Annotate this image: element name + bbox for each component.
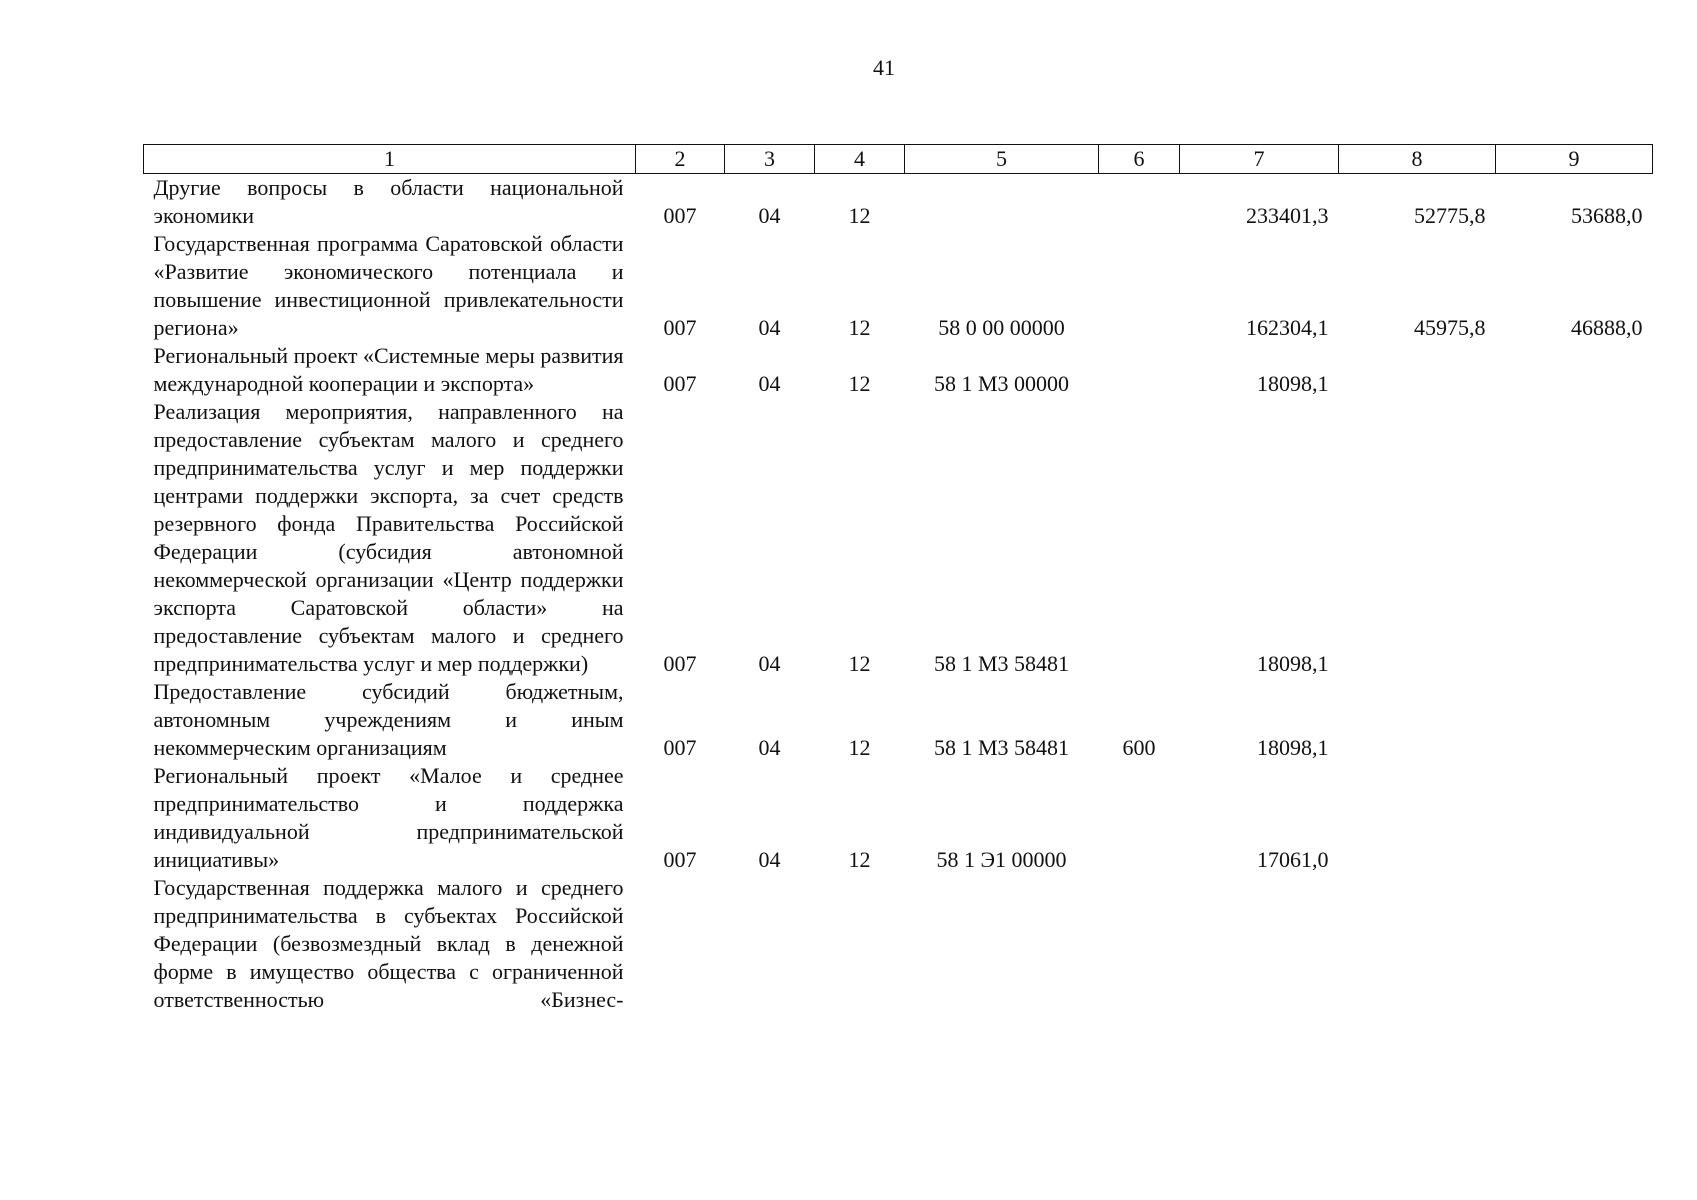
row-amount-col8: 45975,8 <box>1414 315 1486 340</box>
row-target-code <box>905 174 1099 231</box>
row-expense-type <box>1099 762 1180 874</box>
row-amount-col8 <box>1339 762 1496 874</box>
row-amount-col9 <box>1496 762 1653 874</box>
table-row <box>144 874 1653 1014</box>
row-amount-col7: 17061,0 <box>1257 847 1329 872</box>
table-row <box>144 342 1653 398</box>
page-number: 41 <box>873 55 895 80</box>
column-number-row <box>144 145 1653 174</box>
row-target-code <box>905 874 1099 1014</box>
row-subsection-code <box>815 874 905 1014</box>
row-ministry-code <box>636 874 725 1014</box>
row-section-code: 04 <box>758 651 781 676</box>
row-subsection-code: 12 <box>848 315 871 340</box>
row-target-code: 58 1 M3 58481 <box>933 735 1070 760</box>
row-amount-col9: 53688,0 <box>1571 203 1643 228</box>
row-section-code: 04 <box>758 371 781 396</box>
row-target-code: 58 1 M3 00000 <box>933 371 1070 396</box>
table-row <box>144 762 1653 874</box>
row-amount-col8: 52775,8 <box>1414 203 1486 228</box>
row-target-code: 58 1 M3 58481 <box>933 651 1070 676</box>
row-expense-type: 600 <box>1122 735 1156 760</box>
row-amount-col7: 18098,1 <box>1257 735 1329 760</box>
row-amount-col7: 162304,1 <box>1246 315 1329 340</box>
row-subsection-code: 12 <box>848 651 871 676</box>
table-row <box>144 174 1653 231</box>
row-expense-type <box>1099 874 1180 1014</box>
column-number-2: 2 <box>636 145 725 174</box>
row-section-code <box>725 874 815 1014</box>
row-amount-col7: 18098,1 <box>1257 651 1329 676</box>
row-amount-col7: 233401,3 <box>1246 203 1329 228</box>
table-header <box>144 145 1653 174</box>
column-number-6: 6 <box>1099 145 1180 174</box>
row-section-code: 04 <box>758 735 781 760</box>
row-amount-col9 <box>1496 678 1653 762</box>
column-number-4: 4 <box>815 145 905 174</box>
column-number-9: 9 <box>1496 145 1653 174</box>
budget-table-container <box>143 144 1652 1014</box>
row-name: Региональный проект «Малое и среднее предпринимательство и поддержка индивидуальной предпринимательской инициативы» <box>153 763 624 872</box>
column-number-3: 3 <box>725 145 815 174</box>
column-number-1: 1 <box>144 145 636 174</box>
row-name: Предоставление субсидий бюджетным, автономным учреждениям и иным некоммерческим организациям <box>153 679 624 760</box>
row-target-code: 58 0 00 00000 <box>938 315 1065 340</box>
row-section-code: 04 <box>758 203 781 228</box>
row-amount-col7 <box>1180 874 1339 1014</box>
row-amount-col8 <box>1339 398 1496 678</box>
row-target-code: 58 1 Э1 00000 <box>936 847 1067 872</box>
row-name: Реализация мероприятия, направленного на предоставление субъектам малого и среднего предпринимательства услуг и мер поддержки центрами поддержки экспорта, за счет средств резервного фонда Правительства Российской Федерации (субсидия автономной некоммерческой организации «Центр поддержки экспорта Саратовской области» на предоставление субъектам малого и среднего предпринимательства услуг и мер поддержки) <box>153 399 624 676</box>
row-section-code: 04 <box>758 315 781 340</box>
row-name: Другие вопросы в области национальной экономики <box>153 175 624 228</box>
row-amount-col8 <box>1339 342 1496 398</box>
row-name: Региональный проект «Системные меры развития международной кооперации и экспорта» <box>153 343 624 396</box>
table-row <box>144 398 1653 678</box>
column-number-7: 7 <box>1180 145 1339 174</box>
row-expense-type <box>1099 230 1180 342</box>
table-row <box>144 230 1653 342</box>
row-section-code: 04 <box>758 847 781 872</box>
row-amount-col9 <box>1496 342 1653 398</box>
table-row <box>144 678 1653 762</box>
budget-table <box>143 144 1653 1014</box>
row-expense-type <box>1099 342 1180 398</box>
row-amount-col8 <box>1339 874 1496 1014</box>
row-ministry-code: 007 <box>663 203 697 228</box>
row-amount-col9: 46888,0 <box>1571 315 1643 340</box>
row-expense-type <box>1099 174 1180 231</box>
row-ministry-code: 007 <box>663 315 697 340</box>
row-name: Государственная программа Саратовской области «Развитие экономического потенциала и повышение инвестиционной привлекательности региона» <box>153 231 624 340</box>
row-ministry-code: 007 <box>663 651 697 676</box>
row-amount-col7: 18098,1 <box>1257 371 1329 396</box>
column-number-8: 8 <box>1339 145 1496 174</box>
row-ministry-code: 007 <box>663 847 697 872</box>
row-name: Государственная поддержка малого и среднего предпринимательства в субъектах Российской Федерации (безвозмездный вклад в денежной форме в имущество общества с ограниченной ответственностью «Бизнес- <box>153 875 624 1012</box>
row-ministry-code: 007 <box>663 371 697 396</box>
row-subsection-code: 12 <box>848 203 871 228</box>
row-amount-col9 <box>1496 874 1653 1014</box>
column-number-5: 5 <box>905 145 1099 174</box>
row-subsection-code: 12 <box>848 371 871 396</box>
row-expense-type <box>1099 398 1180 678</box>
row-subsection-code: 12 <box>848 847 871 872</box>
table-body <box>144 174 1653 1015</box>
row-subsection-code: 12 <box>848 735 871 760</box>
row-amount-col9 <box>1496 398 1653 678</box>
row-ministry-code: 007 <box>663 735 697 760</box>
row-amount-col8 <box>1339 678 1496 762</box>
